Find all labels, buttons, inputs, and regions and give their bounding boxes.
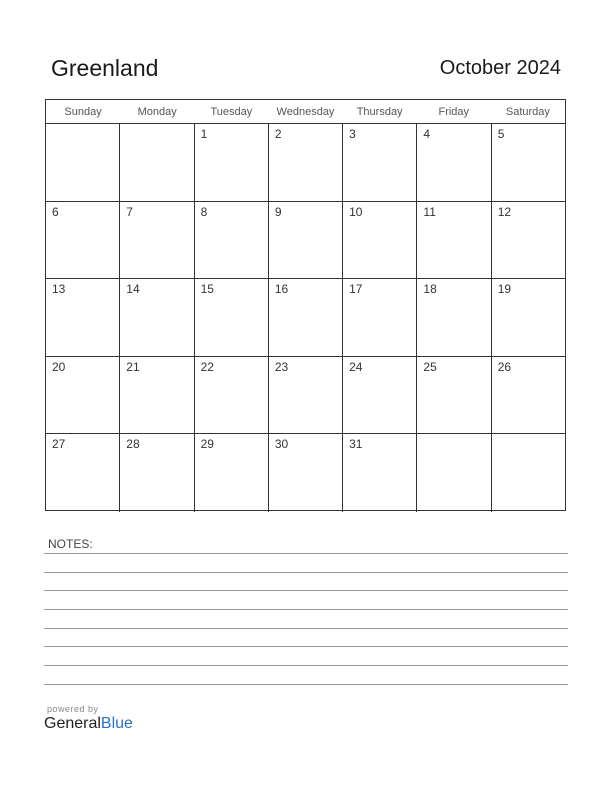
day-number: 16 [274,282,289,297]
month-year-title: October 2024 [439,57,561,79]
note-line [44,590,568,591]
day-cell [269,279,343,356]
day-cell [120,434,194,512]
calendar-week-row [46,279,565,357]
day-cell [492,279,565,356]
day-cell [492,434,565,512]
weekday-header-row [46,100,565,124]
calendar-week-row [46,124,565,202]
weekday-label: Thursday [356,106,403,118]
day-number: 2 [274,127,282,141]
day-number: 7 [126,204,133,219]
country-title: Greenland [51,55,159,81]
day-cell [343,202,417,279]
day-cell [417,202,491,279]
day-cell [120,202,194,279]
day-number: 14 [126,282,140,297]
day-number: 20 [52,359,66,374]
calendar-week-row [46,202,565,280]
brand-name-general: General [44,715,101,732]
day-cell [417,124,491,201]
day-cell [46,124,120,201]
day-cell [417,434,491,512]
day-cell [195,202,269,279]
day-number: 8 [200,204,208,219]
day-number: 26 [497,359,512,374]
weekday-label: Wednesday [276,106,335,118]
weekday-label: Friday [438,106,470,118]
day-cell [46,279,120,356]
day-cell [343,124,417,201]
day-number: 15 [200,282,214,297]
day-number: 17 [349,282,363,297]
day-number: 11 [423,204,436,219]
day-cell [269,357,343,434]
day-number: 13 [52,282,66,297]
day-cell [46,202,120,279]
day-number: 12 [497,204,512,219]
day-number: 5 [497,127,505,141]
note-line [44,628,568,629]
note-line [44,684,568,685]
day-cell [269,434,343,512]
weekday-label: Saturday [505,106,550,118]
brand-name-blue: Blue [100,715,133,732]
day-number: 1 [200,127,208,141]
note-line [44,665,568,666]
note-line [44,609,568,610]
day-cell [343,357,417,434]
day-cell [120,279,194,356]
note-line [44,572,568,573]
day-number: 24 [349,359,363,374]
day-cell [195,124,269,201]
brand-name [44,715,133,733]
day-cell [492,357,565,434]
day-number: 19 [497,282,512,297]
day-number: 31 [349,437,363,452]
day-number: 6 [52,204,59,219]
day-cell [417,279,491,356]
day-number: 10 [349,204,363,219]
notes-label: NOTES: [48,537,93,551]
day-number: 30 [274,437,289,452]
weekday-label: Tuesday [210,106,253,118]
note-line [44,646,568,647]
day-cell [46,434,120,512]
brand-logo [44,704,133,733]
day-number: 21 [126,359,140,374]
day-cell [195,434,269,512]
calendar-week-row [46,357,565,435]
day-cell [195,357,269,434]
day-cell [120,124,194,201]
day-number: 18 [423,282,437,297]
day-cell [492,202,565,279]
day-number: 9 [274,204,282,219]
day-number: 4 [423,127,431,141]
calendar-week-row [46,434,565,512]
day-cell [269,202,343,279]
weekday-label: Monday [137,106,177,118]
weekday-label: Sunday [64,106,102,118]
day-cell [417,357,491,434]
day-cell [195,279,269,356]
calendar-grid [45,99,566,511]
day-number: 27 [52,437,66,452]
day-number: 3 [349,127,356,141]
day-number: 29 [200,437,214,452]
day-cell [492,124,565,201]
day-cell [343,279,417,356]
day-cell [46,357,120,434]
note-line [44,553,568,554]
day-number: 28 [126,437,140,452]
day-number: 25 [423,359,437,374]
day-cell [343,434,417,512]
day-number: 23 [274,359,289,374]
day-number: 22 [200,359,214,374]
day-cell [120,357,194,434]
day-cell [269,124,343,201]
powered-by-text: powered by [47,704,99,714]
